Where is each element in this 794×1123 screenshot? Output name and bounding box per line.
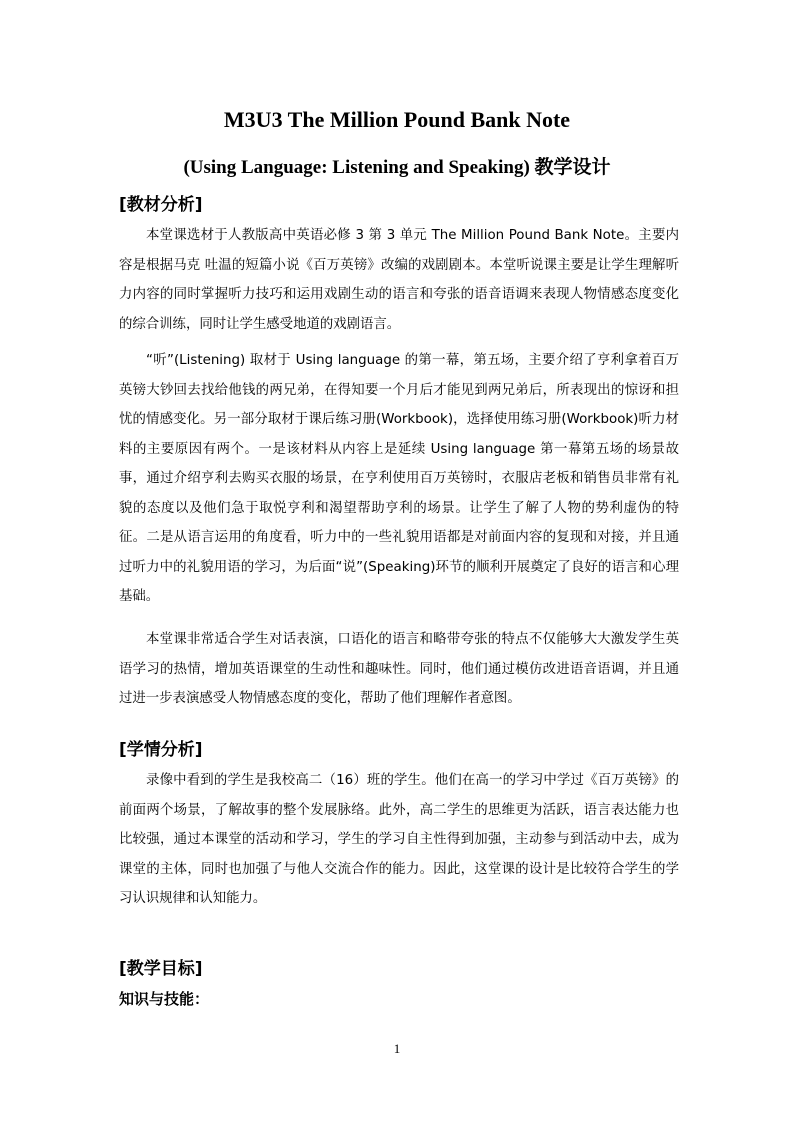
section-heading-student-analysis: [学情分析] bbox=[119, 740, 203, 760]
section-heading-teaching-objectives: [教学目标] bbox=[119, 959, 203, 979]
document-title: M3U3 The Million Pound Bank Note bbox=[223, 107, 571, 132]
subheading-knowledge-skills: 知识与技能： bbox=[119, 990, 210, 1008]
document-subtitle: (Using Language: Listening and Speaking) 教学设计 bbox=[183, 157, 611, 178]
section-heading-textbook-analysis: [教材分析] bbox=[119, 195, 203, 215]
paragraph: 录像中看到的学生是我校高二（16）班的学生。他们在高一的学习中学过《百万英镑》的前面两个场景，了解故事的整个发展脉络。此外，高二学生的思维更为活跃，语言表达能力也比较强，通过本课堂的活动和学习，学生的学习自主性得到加强，主动参与到活动中去，成为课堂的主体，同时也加强了与他人交流合作的能力。因此，这堂课的设计是比较符合学生的学习认识规律和认知能力。 bbox=[119, 773, 679, 906]
paragraph: “听”(Listening) 取材于 Using language 的第一幕，第五场，主要介绍了亨利拿着百万英镑大钞回去找给他钱的两兄弟，在得知要一个月后才能见到两兄弟后，所表现出的惊讶和担忧的情感变化。另一部分取材于课后练习册(Workbook)，选择使用练习册(Workbook)听力材料的主要原因有两个。一是该材料从内容上是延续 Using language 第一幕第五场的场景故事，通过介绍亨利去购买衣服的场景，在亨利使用百万英镑时，衣服店老板和销售员非常有礼貌的态度以及他们急于取悦亨利和渴望帮助亨利的场景。让学生了解了人物的势利虚伪的特征。二是从语言运用的角度看，听力中的一些礼貌用语都是对前面内容的复现和对接，并且通过听力中的礼貌用语的学习，为后面“说”(Speaking)环节的顺利开展奠定了良好的语言和心理基础。 bbox=[119, 353, 679, 604]
paragraph: 本堂课非常适合学生对话表演，口语化的语言和略带夸张的特点不仅能够大大激发学生英语学习的热情，增加英语课堂的生动性和趣味性。同时，他们通过模仿改进语音语调，并且通过进一步表演感受人物情感态度的变化，帮助了他们理解作者意图。 bbox=[119, 632, 679, 706]
page-number: 1 bbox=[393, 1041, 401, 1056]
paragraph: 本堂课选材于人教版高中英语必修 3 第 3 单元 The Million Pound Bank Note。主要内容是根据马克 吐温的短篇小说《百万英镑》改编的戏剧剧本。本堂听说课主要是让学生理解听力内容的同时掌握听力技巧和运用戏剧生动的语言和夸张的语音语调来表现人物情感态度变化的综合训练，同时让学生感受地道的戏剧语言。 bbox=[119, 228, 679, 332]
